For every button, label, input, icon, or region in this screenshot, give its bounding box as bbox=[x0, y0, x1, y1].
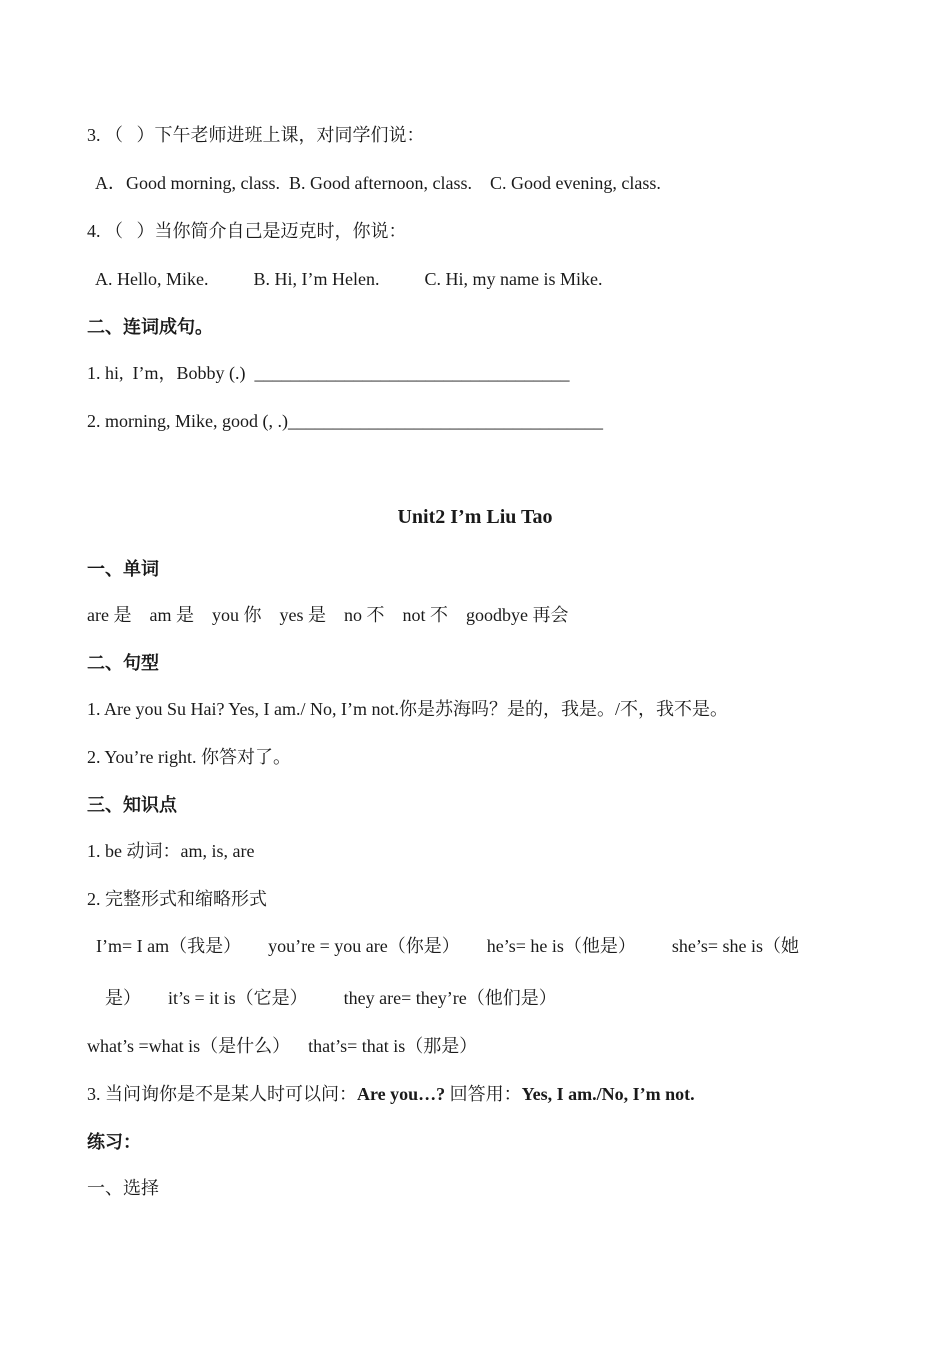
section-lianxi-heading: 练习： bbox=[87, 1132, 141, 1152]
line-q4: 4. （ ）当你简介自己是迈克时，你说： bbox=[87, 221, 407, 241]
line-q3-options: A．Good morning, class. B. Good afternoon, class. C. Good evening, class. bbox=[87, 173, 661, 193]
line-zhishi-2: 2. 完整形式和缩略形式 bbox=[87, 889, 267, 909]
line-lianci-1: 1. hi, I’m，Bobby (.) ___________________________________ bbox=[87, 363, 570, 383]
section-danci-heading: 一、单词 bbox=[87, 559, 159, 579]
line-zhishi-1: 1. be 动词：am, is, are bbox=[87, 841, 255, 861]
section-zhishi-heading: 三、知识点 bbox=[87, 795, 177, 815]
unit-title: Unit2 I’m Liu Tao bbox=[397, 506, 553, 528]
line-lianci-2: 2. morning, Mike, good (, .)___________________________________ bbox=[87, 411, 603, 431]
line-zhishi-3 bbox=[87, 1082, 695, 1106]
line-q4-options: A. Hello, Mike. B. Hi, I’m Helen. C. Hi, my name is Mike. bbox=[87, 269, 603, 289]
section-juxing-heading: 二、句型 bbox=[87, 653, 159, 673]
line-juxing-1: 1. Are you Su Hai? Yes, I am./ No, I’m not.你是苏海吗？是的，我是。/不，我不是。 bbox=[87, 699, 728, 719]
section-xuanze-heading: 一、选择 bbox=[87, 1178, 159, 1198]
line-contractions-3: what’s =what is（是什么） that’s= that is（那是） bbox=[87, 1036, 478, 1056]
section-lianci-heading: 二、连词成句。 bbox=[87, 317, 213, 337]
zhishi-3-question: Are you…? bbox=[357, 1084, 446, 1104]
zhishi-3-mid: 回答用： bbox=[445, 1084, 522, 1104]
line-q3: 3. （ ）下午老师进班上课，对同学们说： bbox=[87, 125, 425, 145]
line-contractions-1: I’m= I am（我是） you’re = you are（你是） he’s= he is（他是） she’s= she is（她 bbox=[87, 936, 800, 956]
line-words: are 是 am 是 you 你 yes 是 no 不 not 不 goodbye 再会 bbox=[87, 605, 569, 625]
line-contractions-2: 是） it’s = it is（它是） they are= they’re（他们是） bbox=[87, 988, 557, 1008]
zhishi-3-prefix: 3. 当问询你是不是某人时可以问： bbox=[87, 1084, 357, 1104]
line-juxing-2: 2. You’re right. 你答对了。 bbox=[87, 747, 292, 767]
zhishi-3-answer: Yes, I am./No, I’m not. bbox=[521, 1084, 695, 1104]
